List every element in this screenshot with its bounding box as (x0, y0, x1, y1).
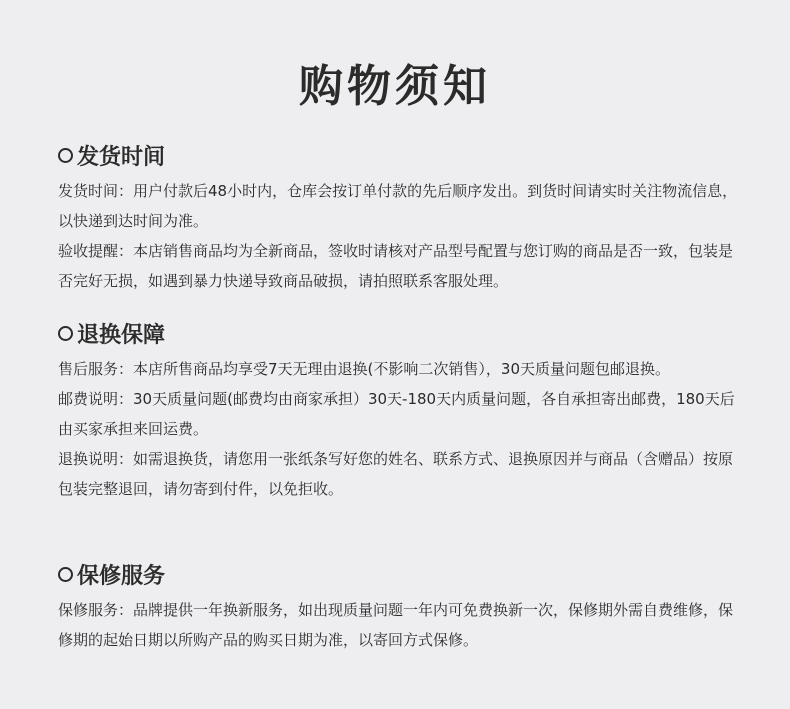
circle-outline-icon (58, 567, 73, 582)
paragraph-return-instructions: 退换说明：如需退换货，请您用一张纸条写好您的姓名、联系方式、退换原因并与商品（含赠品）按原包装完整退回，请勿寄到付件，以免拒收。 (58, 450, 734, 498)
circle-outline-icon (58, 148, 73, 163)
paragraph-after-sales-service: 售后服务：本店所售商品均享受7天无理由退换(不影响二次销售），30天质量问题包邮退换。 (58, 360, 670, 378)
section-warranty-service (58, 559, 738, 655)
section-heading (58, 559, 738, 589)
section-shipping-time (58, 140, 738, 296)
paragraph-warranty-service: 保修服务：品牌提供一年换新服务，如出现质量问题一年内可免费换新一次，保修期外需自费维修，保修期的起始日期以所购产品的购买日期为准，以寄回方式保修。 (58, 601, 734, 649)
section-heading-label: 发货时间 (77, 144, 166, 170)
section-heading-label: 保修服务 (77, 563, 166, 589)
paragraph-shipping-fee-policy: 邮费说明：30天质量问题(邮费均由商家承担）30天-180天内质量问题，各自承担寄出邮费，180天后由买家承担来回运费。 (58, 390, 735, 438)
section-heading (58, 140, 738, 170)
section-heading-label: 退换保障 (77, 322, 166, 348)
page-title: 购物须知 (299, 61, 491, 112)
section-heading (58, 318, 738, 348)
section-returns-guarantee (58, 318, 738, 504)
paragraph-inspection-reminder: 验收提醒：本店销售商品均为全新商品，签收时请核对产品型号配置与您订购的商品是否一致，包装是否完好无损，如遇到暴力快递导致商品破损，请拍照联系客服处理。 (58, 242, 734, 290)
paragraph-shipping-time: 发货时间：用户付款后48小时内，仓库会按订单付款的先后顺序发出。到货时间请实时关注物流信息，以快递到达时间为准。 (58, 182, 738, 230)
circle-outline-icon (58, 326, 73, 341)
